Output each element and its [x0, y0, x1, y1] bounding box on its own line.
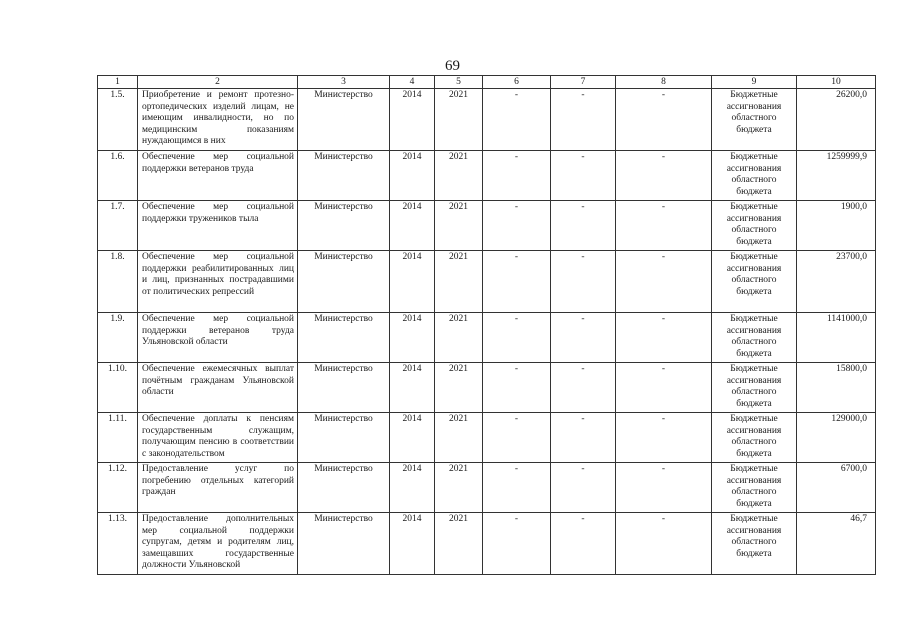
funding-amount: 23700,0	[797, 251, 876, 313]
table-row	[98, 463, 876, 513]
table-row	[98, 313, 876, 363]
end-year: 2021	[435, 463, 483, 513]
column-7-value: -	[551, 201, 616, 251]
measure-name-text: Предоставление услуг по погребению отдельных категорий граждан	[142, 464, 294, 498]
funding-source: Бюджетные ассигнования областного бюджета	[712, 251, 797, 313]
executor: Министерство	[298, 313, 390, 363]
column-8-value: -	[616, 413, 712, 463]
funding-source: Бюджетные ассигнования областного бюджета	[712, 313, 797, 363]
funding-source: Бюджетные ассигнования областного бюджета	[712, 363, 797, 413]
row-number: 1.13.	[98, 513, 138, 575]
column-8-value: -	[616, 363, 712, 413]
start-year: 2014	[390, 463, 435, 513]
column-header: 5	[435, 76, 483, 89]
table-row	[98, 151, 876, 201]
column-header: 10	[797, 76, 876, 89]
program-table	[97, 75, 876, 575]
end-year: 2021	[435, 151, 483, 201]
measure-name-text: Обеспечение доплаты к пенсиям государственным служащим, получающим пенсию в соответствии с законодательством	[142, 414, 294, 459]
column-header: 1	[98, 76, 138, 89]
column-8-value: -	[616, 89, 712, 151]
measure-name	[138, 251, 298, 313]
column-7-value: -	[551, 513, 616, 575]
funding-amount: 129000,0	[797, 413, 876, 463]
measure-name-text: Приобретение и ремонт протезно-ортопедических изделий лицам, не имеющим инвалидности, но по медицинским показаниям нуждающимся в них	[142, 90, 294, 147]
funding-source: Бюджетные ассигнования областного бюджета	[712, 89, 797, 151]
start-year: 2014	[390, 363, 435, 413]
row-number: 1.8.	[98, 251, 138, 313]
executor: Министерство	[298, 463, 390, 513]
column-6-value: -	[483, 313, 551, 363]
executor: Министерство	[298, 201, 390, 251]
column-header: 4	[390, 76, 435, 89]
executor: Министерство	[298, 89, 390, 151]
column-6-value: -	[483, 363, 551, 413]
measure-name	[138, 513, 298, 575]
measure-name	[138, 313, 298, 363]
measure-name	[138, 413, 298, 463]
funding-source: Бюджетные ассигнования областного бюджета	[712, 463, 797, 513]
measure-name-text: Обеспечение ежемесячных выплат почётным гражданам Ульяновской области	[142, 364, 294, 398]
row-number: 1.5.	[98, 89, 138, 151]
row-number: 1.12.	[98, 463, 138, 513]
end-year: 2021	[435, 313, 483, 363]
column-6-value: -	[483, 513, 551, 575]
funding-source: Бюджетные ассигнования областного бюджета	[712, 513, 797, 575]
end-year: 2021	[435, 251, 483, 313]
column-8-value: -	[616, 151, 712, 201]
column-8-value: -	[616, 313, 712, 363]
column-7-value: -	[551, 313, 616, 363]
start-year: 2014	[390, 251, 435, 313]
funding-amount: 6700,0	[797, 463, 876, 513]
start-year: 2014	[390, 89, 435, 151]
column-7-value: -	[551, 463, 616, 513]
funding-amount: 1900,0	[797, 201, 876, 251]
column-6-value: -	[483, 463, 551, 513]
column-7-value: -	[551, 151, 616, 201]
column-header: 6	[483, 76, 551, 89]
page-number: 69	[445, 58, 460, 74]
end-year: 2021	[435, 201, 483, 251]
column-7-value: -	[551, 89, 616, 151]
row-number: 1.10.	[98, 363, 138, 413]
funding-source: Бюджетные ассигнования областного бюджета	[712, 201, 797, 251]
column-header: 3	[298, 76, 390, 89]
column-header: 9	[712, 76, 797, 89]
measure-name-text: Предоставление дополнительных мер социальной поддержки супругам, детям и родителям лиц, замещавших государственные должности Ульяновской	[142, 514, 294, 571]
executor: Министерство	[298, 363, 390, 413]
table-row	[98, 201, 876, 251]
start-year: 2014	[390, 513, 435, 575]
column-8-value: -	[616, 513, 712, 575]
row-number: 1.9.	[98, 313, 138, 363]
measure-name-text: Обеспечение мер социальной поддержки ветеранов труда	[142, 152, 294, 174]
column-6-value: -	[483, 413, 551, 463]
row-number: 1.7.	[98, 201, 138, 251]
funding-amount: 15800,0	[797, 363, 876, 413]
table-row	[98, 513, 876, 575]
executor: Министерство	[298, 151, 390, 201]
executor: Министерство	[298, 251, 390, 313]
start-year: 2014	[390, 313, 435, 363]
column-8-value: -	[616, 463, 712, 513]
end-year: 2021	[435, 413, 483, 463]
end-year: 2021	[435, 513, 483, 575]
column-6-value: -	[483, 251, 551, 313]
measure-name	[138, 363, 298, 413]
measure-name-text: Обеспечение мер социальной поддержки ветеранов труда Ульяновской области	[142, 314, 294, 348]
column-header: 8	[616, 76, 712, 89]
funding-source: Бюджетные ассигнования областного бюджета	[712, 413, 797, 463]
column-8-value: -	[616, 201, 712, 251]
column-6-value: -	[483, 89, 551, 151]
table-row	[98, 413, 876, 463]
executor: Министерство	[298, 413, 390, 463]
start-year: 2014	[390, 413, 435, 463]
executor: Министерство	[298, 513, 390, 575]
table-row	[98, 251, 876, 313]
measure-name	[138, 201, 298, 251]
measure-name	[138, 89, 298, 151]
column-header: 2	[138, 76, 298, 89]
column-7-value: -	[551, 251, 616, 313]
funding-source: Бюджетные ассигнования областного бюджета	[712, 151, 797, 201]
funding-amount: 1259999,9	[797, 151, 876, 201]
column-6-value: -	[483, 201, 551, 251]
row-number: 1.11.	[98, 413, 138, 463]
column-7-value: -	[551, 413, 616, 463]
column-6-value: -	[483, 151, 551, 201]
start-year: 2014	[390, 201, 435, 251]
measure-name	[138, 463, 298, 513]
column-header: 7	[551, 76, 616, 89]
funding-amount: 26200,0	[797, 89, 876, 151]
end-year: 2021	[435, 363, 483, 413]
column-number-row	[98, 76, 876, 89]
table-row	[98, 363, 876, 413]
column-7-value: -	[551, 363, 616, 413]
funding-amount: 1141000,0	[797, 313, 876, 363]
table-row	[98, 89, 876, 151]
funding-amount: 46,7	[797, 513, 876, 575]
measure-name-text: Обеспечение мер социальной поддержки тружеников тыла	[142, 202, 294, 224]
measure-name-text: Обеспечение мер социальной поддержки реабилитированных лиц и лиц, признанных пострадавшими от политических репрессий	[142, 252, 294, 297]
measure-name	[138, 151, 298, 201]
start-year: 2014	[390, 151, 435, 201]
column-8-value: -	[616, 251, 712, 313]
row-number: 1.6.	[98, 151, 138, 201]
end-year: 2021	[435, 89, 483, 151]
